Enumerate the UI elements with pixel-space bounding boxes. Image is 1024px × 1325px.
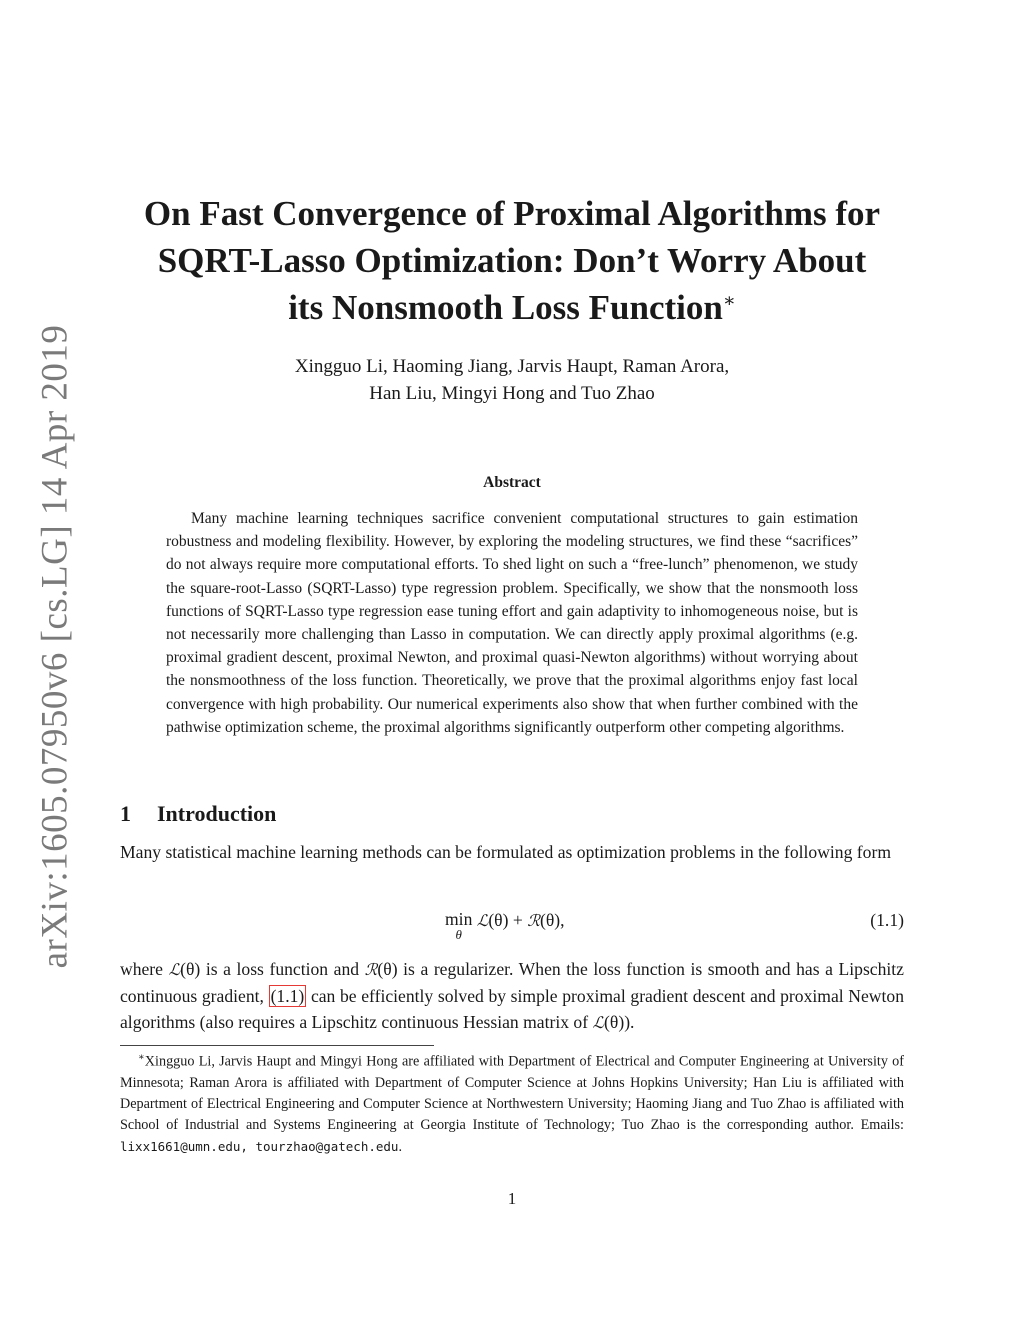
footnote-divider: [120, 1045, 434, 1046]
loss-arg-inline: (θ): [180, 959, 201, 979]
intro-paragraph-1: Many statistical machine learning methods can be formulated as optimization problems in the following form: [120, 842, 891, 862]
title-line-2: SQRT-Lasso Optimization: Don’t Worry About: [157, 241, 867, 280]
regularizer-argument: (θ),: [539, 910, 565, 930]
section-number: 1: [120, 801, 131, 826]
loss-symbol: ℒ: [476, 911, 489, 930]
author-line-2: Han Liu, Mingyi Hong and Tuo Zhao: [369, 383, 655, 404]
footnote-mark: ∗: [138, 1052, 145, 1063]
plus-sign: +: [512, 910, 523, 930]
equation-ref-link[interactable]: (1.1): [270, 986, 305, 1006]
para2-part-2: is a loss function and: [205, 959, 360, 979]
regularizer-symbol-inline: ℛ: [364, 960, 378, 979]
title-line-3-text: its Nonsmooth Loss Function: [288, 288, 723, 327]
author-line-1: Xingguo Li, Haoming Jiang, Jarvis Haupt, Raman Arora,: [294, 356, 730, 377]
para2-part-1: where: [120, 959, 163, 979]
loss-argument: (θ): [488, 910, 509, 930]
regularizer-arg-inline: (θ): [377, 959, 398, 979]
page-number: 1: [507, 1189, 517, 1208]
section-heading-introduction: [120, 801, 276, 827]
para2-end: ).: [624, 1012, 635, 1032]
regularizer-symbol: ℛ: [527, 911, 540, 930]
arxiv-identifier-stamp: [29, 324, 81, 968]
abstract-body: Many machine learning techniques sacrifice convenient computational structures to gain estimation robustness and modeling flexibility. However, by exploring the modeling structures, we find these “sacrifices” do not always require more computational efforts. To shed light on such a “free-lunch” phenomenon, we study the square-root-Lasso (SQRT-Lasso) type regression problem. Specifically, we show that the nonsmooth loss functions of SQRT-Lasso type regression ease tuning effort and gain adaptivity to inhomogeneous noise, but is not necessarily more challenging than Lasso in computation. We can directly apply proximal algorithms (e.g. proximal gradient descent, proximal Newton, and proximal quasi-Newton algorithms) without worrying about the nonsmoothness of the loss function. Theoretically, we prove that the proximal algorithms enjoy fast local convergence with high probability. Our numerical experiments also show that when further combined with the pathwise optimization scheme, the proximal algorithms significantly outperform other competing algorithms.: [166, 510, 858, 736]
title-line-1: On Fast Convergence of Proximal Algorithms for: [143, 194, 881, 233]
footnote-text: Xingguo Li, Jarvis Haupt and Mingyi Hong are affiliated with Department of Electrical and Computer Engineering at University of Minnesota; Raman Arora is affiliated with Department of Computer Science at Johns Hopkins University; Han Liu is affiliated with Department of Electrical Engineering and Computer Science at Northwestern University; Haoming Jiang and Tuo Zhao is affiliated with School of Industrial and Systems Engineering at Georgia Institute of Technology; Tuo Zhao is the corresponding author. Emails:: [120, 1053, 904, 1133]
footnote: [120, 1047, 904, 1158]
min-label: min: [445, 909, 473, 929]
title-line-3: [100, 284, 924, 331]
footnote-end: .: [398, 1138, 402, 1155]
loss-symbol-inline-2: ℒ: [592, 1013, 605, 1032]
author-list: [100, 353, 924, 407]
intro-paragraph-2: [120, 956, 904, 1036]
loss-symbol-inline: ℒ: [168, 960, 181, 979]
abstract-heading: Abstract: [483, 474, 541, 491]
equation-formula: [445, 910, 565, 942]
para2-part-4: can be efficiently solved by simple proximal gradient descent and proximal Newton algorithms (also requires a Lipschitz continuous Hessian matrix of: [120, 986, 904, 1032]
footnote-emails[interactable]: lixx1661@umn.edu, tourzhao@gatech.edu: [120, 1138, 399, 1154]
title-footnote-mark[interactable]: ∗: [722, 290, 736, 312]
loss-arg-inline-2: (θ): [604, 1012, 625, 1032]
section-title: Introduction: [157, 801, 277, 826]
equation-number: (1.1): [870, 910, 904, 930]
min-operator: [445, 910, 472, 942]
min-subscript: θ: [455, 927, 462, 942]
paper-title: [100, 190, 924, 331]
para2-part-3: is a regularizer. When the loss function is smooth and has a Lipschitz continuous gradient,: [120, 959, 904, 1006]
arxiv-identifier-text: arXiv:1605.07950v6 [cs.LG] 14 Apr 2019: [34, 324, 76, 968]
equation-1-1: [120, 903, 904, 947]
